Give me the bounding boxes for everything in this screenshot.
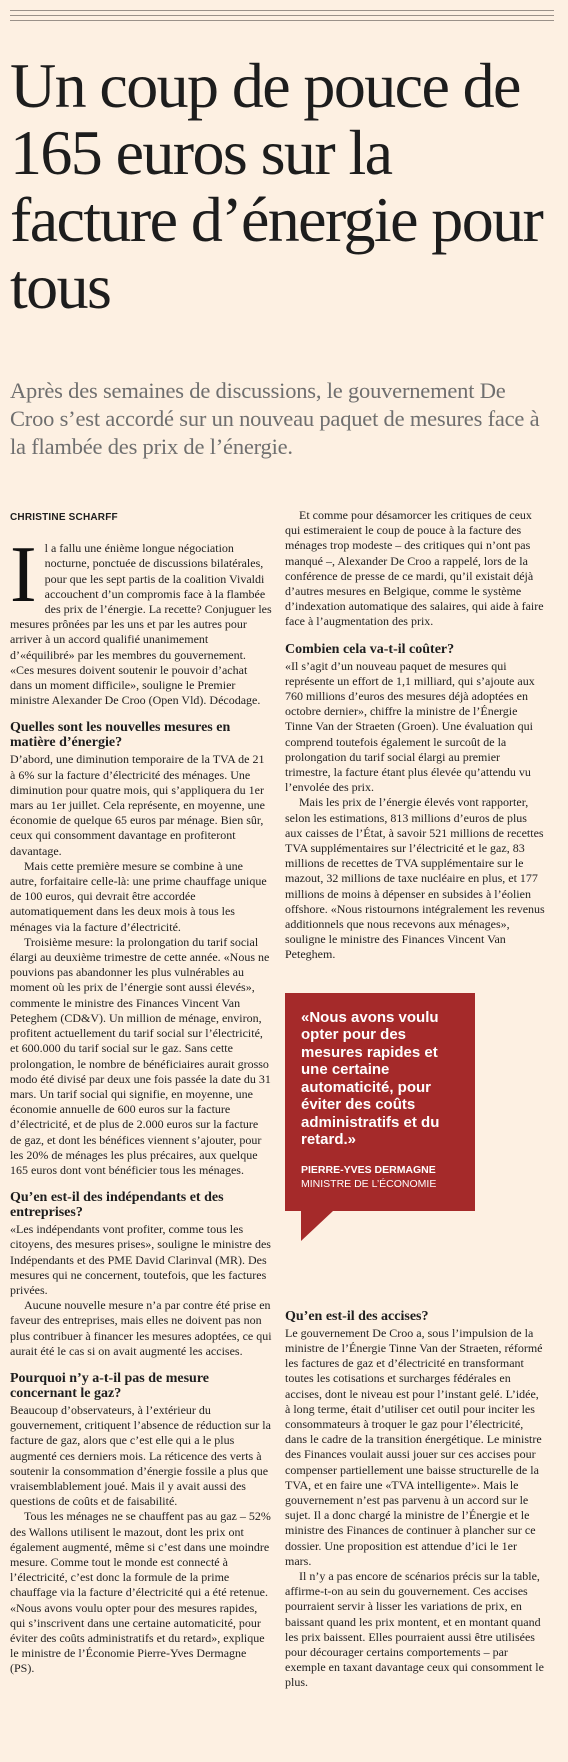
pull-quote bbox=[285, 993, 475, 1211]
pull-quote-tail bbox=[301, 1211, 333, 1241]
paragraph: Aucune nouvelle mesure n’a par contre été prise en faveur des entreprises, mais elles ne doivent pas non plus contribuer à financer les mesures adoptées, ce qui aurait été le cas si on avait augmenté les accises. bbox=[10, 1298, 272, 1358]
spacer bbox=[285, 1241, 546, 1297]
paragraph: «Les indépendants vont profiter, comme tous les citoyens, des mesures prises», souligne le ministre des Indépendants et des PME David Clarinval (MR). Des mesures qui ne concernent, toutefois, que les factures privées. bbox=[10, 1222, 271, 1297]
pull-quote-name: PIERRE-YVES DERMAGNE bbox=[301, 1163, 436, 1176]
pull-quote-text: «Nous avons voulu opter pour des mesures rapides et une certaine automaticité, pour éviter des coûts administratifs et du retard.» bbox=[301, 1008, 440, 1149]
paragraph: Et comme pour désamorcer les critiques de ceux qui estimeraient le coup de pouce à la facture des ménages trop modeste – des critiques qui n’ont pas manqué –, Alexander De Croo a rappelé, lors de la conférence de presse de ce mardi, qu’il existait déjà d’autres mesures en Belgique, comme le système d’indexation automatique des salaires, qui aide à faire face à l’augmentation des prix. bbox=[285, 508, 544, 629]
subhead-measures: Quelles sont les nouvelles mesures en matière d’énergie? bbox=[10, 720, 231, 751]
paragraph: Le gouvernement De Croo a, sous l’impulsion de la ministre de l’Énergie Tinne Van der Straeten, réformé les factures de gaz et d’électricité en transformant toutes les cotisations et surcharges fédérales en accises, dont le niveau est pour l’instant gelé. L’idée, à long terme, était d’utiliser cet outil pour inciter les consommateurs à troquer le gaz pour l’électricité, dans le cadre de la transition énergétique. Le ministre des Finances voulait aussi jouer sur ces accises pour compenser partiellement une baisse structurelle de la TVA, et en faire une «TVA intelligente». Mais le gouvernement n’est pas parvenu à un accord sur le sujet. Il a donc chargé la ministre de l’Énergie et le ministre des Finances de continuer à plancher sur ce dossier. Une proposition est attendue d’ici le 1er mars. bbox=[285, 1325, 543, 1568]
paragraph: Tous les ménages ne se chauffent pas au gaz – 52% des Wallons utilisent le mazout, dont les prix ont également augmenté, même si c’est dans une moindre mesure. Comme tout le monde est connecté à l’électricité, c’est donc la formule de la prime chauffage via la facture d’électricité qui a été retenue. «Nous avons voulu opter pour des mesures rapides, qui s’inscrivent dans une certaine automaticité, pour éviter des coûts administratifs et du retard», explique le ministre de l’Économie Pierre-Yves Dermagne (PS). bbox=[10, 1509, 271, 1676]
subhead-gaz: Pourquoi n’y a-t-il pas de mesure concernant le gaz? bbox=[10, 1370, 209, 1401]
drop-cap: I bbox=[10, 531, 37, 620]
paragraph: «Il s’agit d’un nouveau paquet de mesures qui représente un effort de 1,1 milliard, qui s’ajoute aux 760 millions d’euros des mesures déjà adoptées en octobre dernier», chiffre la ministre de l’Énergie Tinne Van der Straeten (Groen). Une évaluation qui comprend toutefois également le surcoût de la prolongation du tarif social élargi au premier trimestre, la facture étant plus élevée qu’attendu vu l’envolée des prix. bbox=[285, 658, 535, 795]
subhead-accises: Qu’en est-il des accises? bbox=[285, 1308, 429, 1324]
headline: Un coup de pouce de 165 euros sur la facture d’énergie pour tous bbox=[10, 50, 543, 322]
left-column bbox=[10, 508, 272, 1677]
intro-paragraph bbox=[10, 531, 272, 708]
paragraph: Beaucoup d’observateurs, à l’extérieur du gouvernement, critiquent l’absence de réduction sur la facture de gaz, alors que c’est elle qui a le plus augmenté ces derniers mois. La réticence des verts à soutenir la consommation d’énergie fossile a plus que vraisemblablement joué. Mais il y avait aussi des questions de coûts et de faisabilité. bbox=[10, 1402, 271, 1509]
paragraph: D’abord, une diminution temporaire de la TVA de 21 à 6% sur la facture d’électricité des ménages. Une diminution pour quatre mois, qui s’appliquera du 1er mars au 1er juillet. Cela représente, en moyenne, une économie de quelque 65 euros par ménage. Bien sûr, ceux qui consomment davantage en profiteront davantage. bbox=[10, 752, 265, 858]
intro-text: l a fallu une énième longue négociation nocturne, ponctuée de discussions bilatérales, pour que les sept partis de la coalition Vivaldi accouchent d’un compromis face à la flambée des prix de l’énergie. La recette? Conjuguer les mesures prônées par les uns et par les autres pour arriver à un accord qualifié unanimement d’«équilibré» par les membres du gouvernement. «Ces mesures doivent soutenir le pouvoir d’achat dans un moment difficile», souligne le Premier ministre Alexander De Croo (Open Vld). Décodage. bbox=[10, 541, 272, 708]
top-rules bbox=[10, 10, 554, 25]
paragraph: Troisième mesure: la prolongation du tarif social élargi au deuxième trimestre de cette année. «Nous ne pouvions pas abandonner les plus vulnérables au moment où les prix de l’énergie sont aussi élevés», commente le ministre des Finances Vincent Van Peteghem (CD&V). Un million de ménage, environ, profitent actuellement du tarif social sur l’électricité, et 600.000 du tarif social sur le gaz. Sans cette prolongation, le nombre de bénéficiaires aurait grosso modo été divisé par deux une fois passée la date du 31 mars. Un tarif social qui signifie, en moyenne, une économie annuelle de 600 euros sur la facture d’électricité, et de plus de 2.000 euros sur la facture de gaz, et dont les bénéfices viennent s’ajouter, pour les 20% de ménages les plus précaires, aux quelque 165 euros dont vont bénéficier tous les ménages. bbox=[10, 934, 271, 1177]
byline: CHRISTINE SCHARFF bbox=[10, 512, 118, 523]
paragraph: Il n’y a pas encore de scénarios précis sur la table, affirme-t-on au sein du gouvernement. Ces accises pourraient servir à lisser les variations de prix, en baissant quand les prix montent, et en montant quand les prix baissent. Elles pourraient aussi être utilisées pour décourager certains comportements – par exemple en taxant davantage ceux qui consomment le plus. bbox=[285, 1568, 544, 1690]
lede: Après des semaines de discussions, le gouvernement De Croo s’est accordé sur un nouveau paquet de mesures face à la flambée des prix de l’énergie. bbox=[10, 378, 540, 459]
right-column bbox=[285, 508, 546, 1691]
subhead-cout: Combien cela va-t-il coûter? bbox=[285, 641, 455, 657]
paragraph: Mais cette première mesure se combine à une autre, forfaitaire celle-là: une prime chauffage unique de 100 euros, qui devrait être accordée automatiquement dans les deux mois à tous les ménages via la facture d’électricité. bbox=[10, 858, 267, 934]
pull-quote-attribution bbox=[301, 1163, 461, 1191]
subhead-independants: Qu’en est-il des indépendants et des entreprises? bbox=[10, 1190, 224, 1221]
pull-quote-role: MINISTRE DE L’ÉCONOMIE bbox=[301, 1177, 437, 1190]
paragraph: Mais les prix de l’énergie élevés vont rapporter, selon les estimations, 813 millions d’euros de plus aux caisses de l’État, à savoir 521 millions de recettes TVA supplémentaires sur l’électricité et le gaz, 83 millions de recettes de TVA supplémentaire sur le mazout, 32 millions de taxe nucléaire en plus, et 177 millions de moins à dépenser en subsides à l’éolien offshore. «Nous ristournons intégralement les revenus additionnels que nous recevons aux ménages», souligne le ministre des Finances Vincent Van Peteghem. bbox=[285, 795, 545, 962]
